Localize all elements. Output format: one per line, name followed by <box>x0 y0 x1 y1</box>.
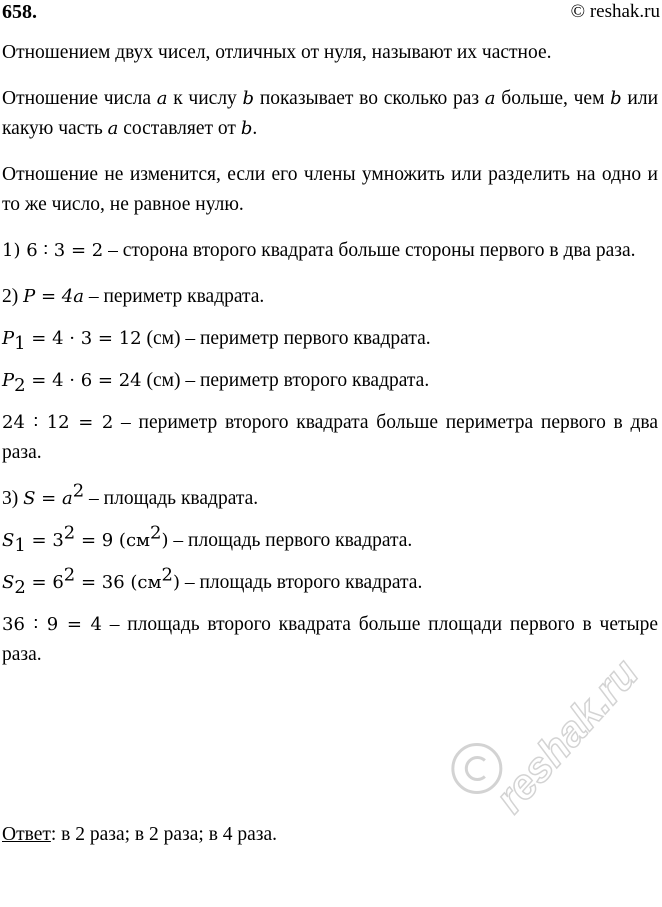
watermark-text: reshak.ru <box>485 649 648 822</box>
perimeter-1-line: $P_1 = 4 \cdot 3 = 12$ (см) – периметр первого квадрата. <box>2 328 431 354</box>
step-3: 3) $S = a^2$ – площадь квадрата. <box>2 480 259 509</box>
answer-line <box>2 820 277 850</box>
property-text: Отношение не изменится, если его члены умножить или разделить на одно и то же число, не равное нулю. <box>2 164 658 215</box>
area-2-line: $S_2 = 6^2 = 36$ $(см^2)$ – площадь второго квадрата. <box>2 564 423 598</box>
property-paragraph <box>2 160 658 220</box>
header <box>0 0 662 28</box>
definition-paragraph <box>2 38 658 68</box>
step-2: 2) P = 4a – периметр квадрата. <box>2 286 265 307</box>
perimeter-2-line: $P_2 = 4 \cdot 6 = 24$ (см) – периметр второго квадрата. <box>2 370 430 396</box>
task-number: 658. <box>2 1 37 23</box>
ratio-meaning-paragraph: Отношение числа a к числу b показывает во сколько раз a больше, чем b или какую часть a составляет от b. <box>2 88 659 139</box>
copyright-link[interactable]: © reshak.ru <box>570 1 660 22</box>
answer-text: : в 2 раза; в 2 раза; в 4 раза. <box>50 824 278 845</box>
copyright-circle-icon <box>447 739 507 799</box>
area-ratio-line: 36 ∶ 9 = 4 – площадь второго квадрата больше площади первого в четыре раза. <box>2 614 658 665</box>
answer-label: Ответ <box>2 824 51 845</box>
area-1-line: $S_1 = 3^2 = 9$ $(см^2)$ – площадь первого квадрата. <box>2 522 413 556</box>
perimeter-ratio-line: 24 ∶ 12 = 2 – периметр второго квадрата больше периметра первого в два раза. <box>2 412 659 463</box>
definition-text: Отношением двух чисел, отличных от нуля, называют их частное. <box>2 42 552 63</box>
step-1: 1) 6 ∶ 3 = 2 – сторона второго квадрата больше стороны первого в два раза. <box>2 240 636 261</box>
solution-content <box>2 38 658 686</box>
